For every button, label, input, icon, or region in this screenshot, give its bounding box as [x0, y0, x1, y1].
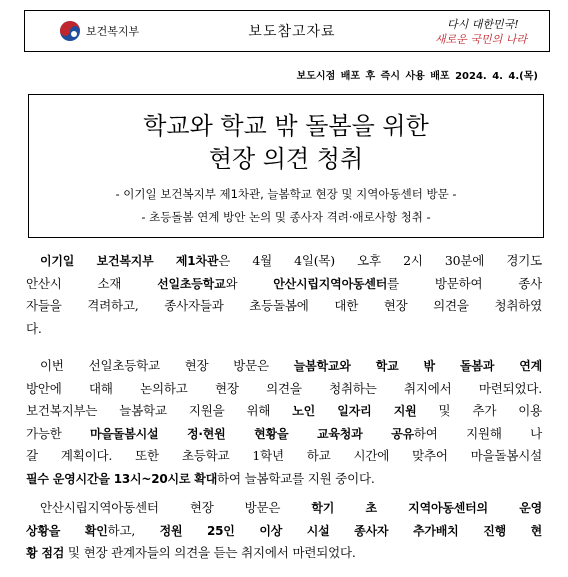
- paragraph-3: [26, 497, 542, 565]
- p2-line-5: 갈 계획이다. 또한 초등학교 1학년 하교 시간에 맞추어 마을돌봄시설: [26, 448, 542, 463]
- p2-text-6: 하여 늘봄학교를 지원 중이다.: [217, 470, 375, 486]
- slogan-line-1: 다시 대한민국!: [447, 18, 519, 31]
- release-dateline: 보도시점 배포 후 즉시 사용 배포 2024. 4. 4.(목): [296, 71, 538, 82]
- p3-bold-1: 학기 초 지역아동센터의 운영: [311, 501, 542, 515]
- p3-text-3: 및 현장 관계자들의 의견을 듣는 취지에서 마련되었다.: [64, 545, 356, 560]
- p2-line-2: 방안에 대해 논의하고 현장 의견을 청취하는 취지에서 마련되었다.: [26, 380, 542, 396]
- p3-bold-3: 정원 25인 이상 시설 종사자 추가배치 진행 현: [159, 523, 543, 538]
- p2-text-1: 이번 선일초등학교 현장 방문은: [40, 358, 294, 373]
- p1-text-3: 와: [225, 275, 274, 291]
- p1-line-2: [26, 273, 542, 296]
- doc-type-label: 보도참고자료: [248, 24, 336, 40]
- slogan: [399, 14, 549, 48]
- p2-line-4: [26, 423, 542, 446]
- p3-line-3: [26, 542, 542, 565]
- p2-text-2: 보건복지부는 늘봄학교 지원을 위해: [26, 403, 293, 418]
- ministry-logo: [25, 20, 185, 42]
- p2-line-3: [26, 400, 542, 423]
- p1-text-2: 안산시 소재: [26, 275, 158, 291]
- org-name: 보건복지부: [86, 25, 140, 38]
- p1-bold-2: 선일초등학교: [157, 276, 226, 291]
- paragraph-2: [26, 355, 542, 490]
- press-header: [24, 10, 550, 52]
- taegeuk-logo-icon: [59, 20, 81, 42]
- p1-line-3: 자들을 격려하고, 종사자들과 초등돌봄에 대한 현장 의견을 청취하였: [26, 298, 542, 313]
- p3-text-1: 안산시립지역아동센터 현장 방문은: [40, 500, 312, 515]
- p2-bold-4: 필수 운영시간을 13시~20시로 확대: [26, 471, 218, 486]
- p2-text-3: 및 추가 이용: [416, 403, 542, 418]
- headline-line-2: 현장 의견 청취: [208, 145, 364, 173]
- subtitle-2: - 초등돌봄 연계 방안 논의 및 종사자 격려·애로사항 청취 -: [141, 210, 431, 224]
- p1-line-1: [26, 250, 542, 273]
- subtitle-1: - 이기일 보건복지부 제1차관, 늘봄학교 현장 및 지역아동센터 방문 -: [115, 187, 457, 201]
- p2-bold-1: 늘봄학교와 학교 밖 돌봄과 연계: [293, 359, 542, 373]
- headline: [29, 110, 543, 176]
- p3-bold-2: 상황을 확인: [26, 523, 108, 538]
- p2-line-1: [26, 355, 542, 378]
- p2-bold-3: 마을돌봄시설 정·현원 현황을 교육청과 공유: [90, 426, 414, 441]
- p3-line-1: [26, 497, 542, 520]
- title-box: [28, 94, 544, 238]
- p3-line-2: [26, 520, 542, 543]
- p3-bold-4: 황 점검: [26, 546, 65, 560]
- p1-bold-1: 이기일 보건복지부 제1차관: [40, 254, 219, 268]
- p1-text-4: 를 방문하여 종사: [387, 275, 542, 291]
- p2-text-4: 가능한: [26, 425, 91, 441]
- slogan-line-2: 새로운 국민의 나라: [435, 33, 528, 46]
- p2-bold-2: 노인 일자리 지원: [292, 404, 417, 418]
- p3-text-2: 하고,: [107, 522, 160, 538]
- paragraph-1: [26, 250, 542, 340]
- p1-bold-3: 안산시립지역아동센터: [273, 276, 388, 291]
- p2-line-6: [26, 468, 542, 491]
- headline-line-1: 학교와 학교 밖 돌봄을 위한: [143, 112, 429, 140]
- p2-text-5: 하여 지원해 나: [413, 425, 542, 441]
- p1-text-1: 은 4월 4일(목) 오후 2시 30분에 경기도: [218, 253, 542, 268]
- p1-line-4: 다.: [26, 320, 42, 336]
